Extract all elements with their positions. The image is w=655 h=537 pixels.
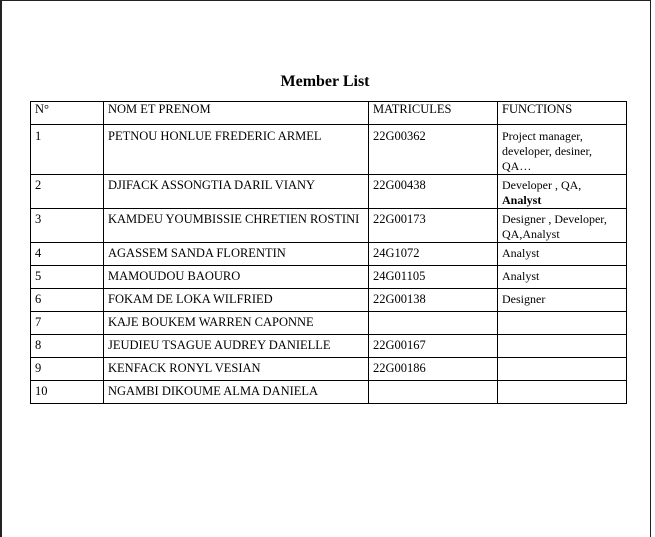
column-header-number: N° bbox=[31, 102, 104, 125]
table-row bbox=[31, 243, 627, 266]
cell-matricule: 22G00173 bbox=[369, 209, 498, 243]
cell-function bbox=[498, 358, 627, 381]
cell-number: 8 bbox=[31, 335, 104, 358]
cell-name: KAMDEU YOUMBISSIE CHRETIEN ROSTINI bbox=[104, 209, 369, 243]
table-row bbox=[31, 335, 627, 358]
cell-number: 9 bbox=[31, 358, 104, 381]
cell-name: FOKAM DE LOKA WILFRIED bbox=[104, 289, 369, 312]
cell-function bbox=[498, 335, 627, 358]
cell-matricule bbox=[369, 312, 498, 335]
cell-matricule: 22G00438 bbox=[369, 175, 498, 209]
document-title: Member List bbox=[280, 73, 370, 90]
table-header-row bbox=[31, 102, 627, 125]
cell-number: 4 bbox=[31, 243, 104, 266]
cell-matricule: 22G00186 bbox=[369, 358, 498, 381]
cell-function: Designer , Developer, QA,Analyst bbox=[498, 209, 627, 243]
table-row bbox=[31, 266, 627, 289]
cell-function bbox=[498, 381, 627, 404]
cell-function bbox=[498, 175, 627, 209]
cell-matricule: 22G00362 bbox=[369, 125, 498, 175]
cell-matricule bbox=[369, 381, 498, 404]
cell-name: KAJE BOUKEM WARREN CAPONNE bbox=[104, 312, 369, 335]
cell-function-bold-text: Analyst bbox=[502, 193, 542, 207]
table-row bbox=[31, 289, 627, 312]
cell-name: AGASSEM SANDA FLORENTIN bbox=[104, 243, 369, 266]
cell-name: NGAMBI DIKOUME ALMA DANIELA bbox=[104, 381, 369, 404]
cell-name: MAMOUDOU BAOURO bbox=[104, 266, 369, 289]
table-row bbox=[31, 125, 627, 175]
cell-number: 1 bbox=[31, 125, 104, 175]
cell-name: KENFACK RONYL VESIAN bbox=[104, 358, 369, 381]
column-header-name: NOM ET PRENOM bbox=[104, 102, 369, 125]
cell-function bbox=[498, 312, 627, 335]
column-header-matricule: MATRICULES bbox=[369, 102, 498, 125]
cell-function: Analyst bbox=[498, 243, 627, 266]
cell-function: Designer bbox=[498, 289, 627, 312]
cell-function-text: Developer , QA, bbox=[502, 178, 582, 192]
table-row bbox=[31, 381, 627, 404]
table-row bbox=[31, 312, 627, 335]
cell-name: DJIFACK ASSONGTIA DARIL VIANY bbox=[104, 175, 369, 209]
column-header-function: FUNCTIONS bbox=[498, 102, 627, 125]
cell-matricule: 24G1072 bbox=[369, 243, 498, 266]
cell-number: 3 bbox=[31, 209, 104, 243]
page-edge-top bbox=[0, 0, 651, 1]
cell-matricule: 22G00138 bbox=[369, 289, 498, 312]
cell-number: 6 bbox=[31, 289, 104, 312]
cell-matricule: 22G00167 bbox=[369, 335, 498, 358]
table-row bbox=[31, 358, 627, 381]
cell-number: 2 bbox=[31, 175, 104, 209]
cell-number: 10 bbox=[31, 381, 104, 404]
cell-number: 5 bbox=[31, 266, 104, 289]
cell-function: Analyst bbox=[498, 266, 627, 289]
cell-name: JEUDIEU TSAGUE AUDREY DANIELLE bbox=[104, 335, 369, 358]
cell-function: Project manager, developer, desiner, QA… bbox=[498, 125, 627, 175]
cell-matricule: 24G01105 bbox=[369, 266, 498, 289]
cell-name: PETNOU HONLUE FREDERIC ARMEL bbox=[104, 125, 369, 175]
table-row bbox=[31, 209, 627, 243]
table-row bbox=[31, 175, 627, 209]
cell-number: 7 bbox=[31, 312, 104, 335]
page-edge-right bbox=[650, 0, 651, 537]
member-table bbox=[30, 101, 627, 404]
